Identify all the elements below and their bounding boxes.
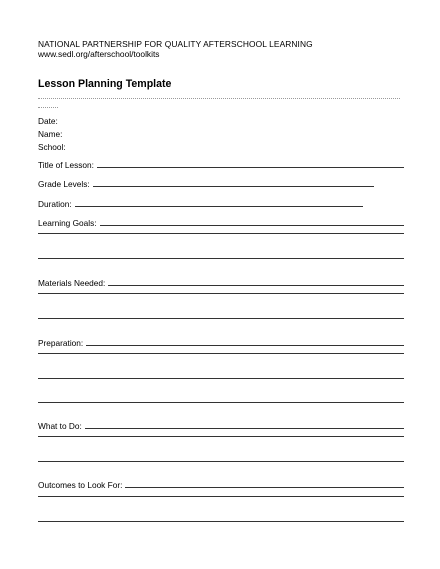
preparation-field[interactable] — [38, 336, 404, 348]
materials-needed-line-2[interactable] — [38, 293, 404, 294]
outcomes-label: Outcomes to Look For: — [38, 480, 123, 490]
date-label: Date: — [38, 116, 58, 126]
grade-levels-label: Grade Levels: — [38, 179, 90, 189]
learning-goals-line-3[interactable] — [38, 258, 404, 259]
learning-goals-line[interactable] — [100, 225, 404, 226]
duration-line[interactable] — [75, 206, 363, 207]
dotted-divider-continuation — [38, 107, 58, 108]
outcomes-line[interactable] — [125, 487, 404, 488]
what-to-do-field[interactable] — [38, 419, 404, 431]
what-to-do-line-3[interactable] — [38, 461, 404, 462]
what-to-do-label: What to Do: — [38, 421, 82, 431]
materials-needed-field[interactable] — [38, 276, 404, 288]
dotted-divider — [38, 98, 400, 99]
school-label: School: — [38, 142, 66, 152]
learning-goals-label: Learning Goals: — [38, 218, 97, 228]
materials-needed-label: Materials Needed: — [38, 278, 106, 288]
grade-levels-field[interactable] — [38, 177, 374, 189]
duration-label: Duration: — [38, 199, 72, 209]
preparation-label: Preparation: — [38, 338, 84, 348]
materials-needed-line[interactable] — [108, 285, 404, 286]
grade-levels-line[interactable] — [93, 186, 374, 187]
preparation-line[interactable] — [86, 345, 404, 346]
document-title: Lesson Planning Template — [38, 78, 172, 90]
preparation-line-3[interactable] — [38, 378, 404, 379]
what-to-do-line[interactable] — [85, 428, 404, 429]
learning-goals-field[interactable] — [38, 216, 404, 228]
duration-field[interactable] — [38, 197, 363, 209]
preparation-line-2[interactable] — [38, 353, 404, 354]
organization-name: NATIONAL PARTNERSHIP FOR QUALITY AFTERSCHOOL LEARNING — [38, 39, 313, 49]
outcomes-field[interactable] — [38, 478, 404, 490]
title-of-lesson-label: Title of Lesson: — [38, 160, 94, 170]
outcomes-line-2[interactable] — [38, 496, 404, 497]
title-of-lesson-field[interactable] — [38, 158, 404, 170]
materials-needed-line-3[interactable] — [38, 318, 404, 319]
preparation-line-4[interactable] — [38, 402, 404, 403]
website-url: www.sedl.org/afterschool/toolkits — [38, 49, 160, 59]
name-label: Name: — [38, 129, 63, 139]
title-of-lesson-line[interactable] — [97, 167, 404, 168]
what-to-do-line-2[interactable] — [38, 436, 404, 437]
outcomes-line-3[interactable] — [38, 521, 404, 522]
learning-goals-line-2[interactable] — [38, 233, 404, 234]
